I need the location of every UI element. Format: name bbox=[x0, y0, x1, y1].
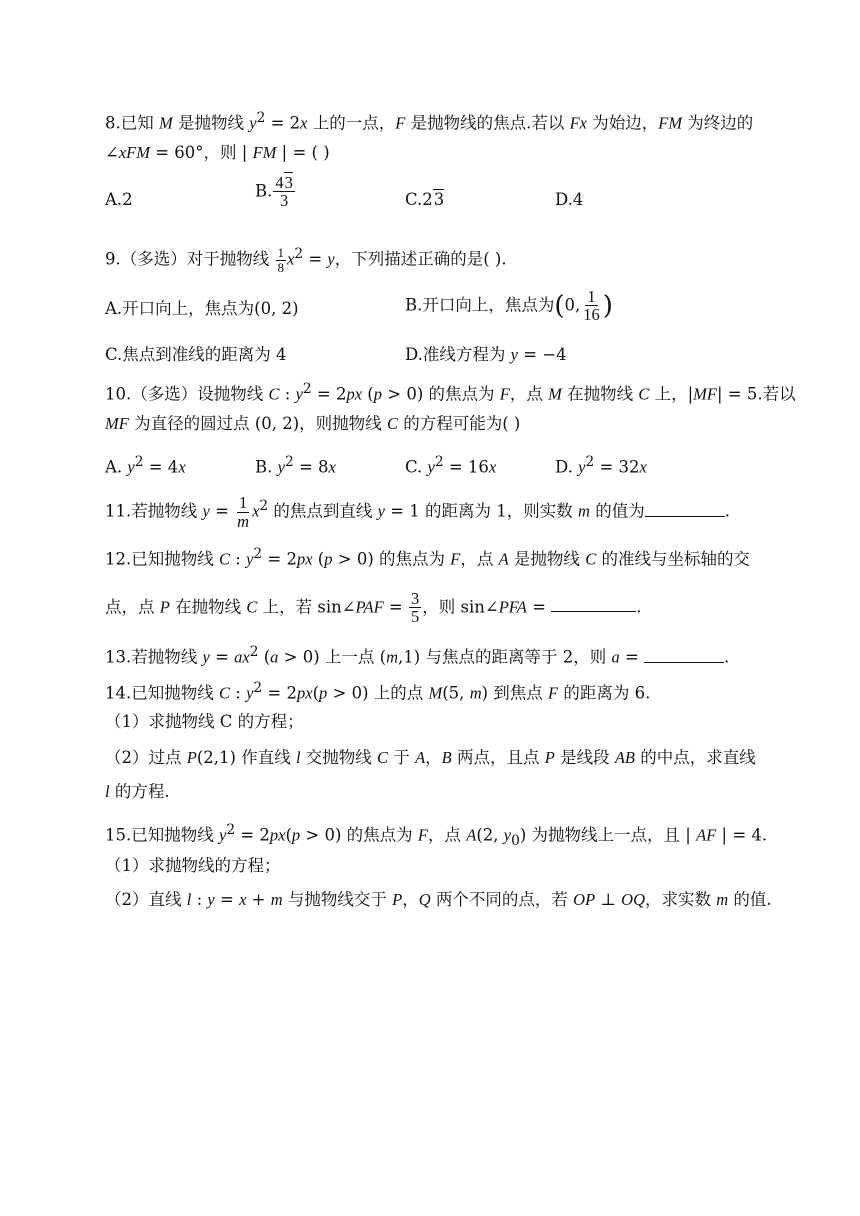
q10-option-a: A. $y^2 = 4x$ bbox=[105, 454, 186, 477]
q10-option-b: B. $y^2 = 8x$ bbox=[255, 454, 336, 477]
q8-option-b: B. $\frac{43}{3}$ bbox=[255, 173, 293, 211]
q12-stem-line2: 点，点 P 在抛物线 C 上，若 sin∠PAF = $\frac{3}{5}$ ，则 sin∠PFA = . bbox=[105, 589, 642, 627]
q9-option-d: D.准线方程为 y = −4 bbox=[405, 345, 567, 364]
q9-stem: 9.（多选）对于抛物线 $\frac{1}{8}$ $x^2 = y$，下列描述正确的是( ). bbox=[105, 244, 507, 275]
q9-option-b: B.开口向上，焦点为(0, $\frac{1}{16}$ ) bbox=[405, 287, 613, 325]
q9-option-c: C.焦点到准线的距离为 4 bbox=[105, 345, 287, 364]
q10-option-d: D. $y^2 = 32x$ bbox=[555, 454, 647, 477]
q8-option-c: C.23 bbox=[405, 190, 445, 209]
q14-part2-line1: （2）过点 P(2,1) 作直线 l 交抛物线 C 于 A，B 两点，且点 P 是线段 AB 的中点，求直线 bbox=[105, 748, 756, 767]
q14-part1: （1）求抛物线 C 的方程； bbox=[105, 712, 304, 731]
q8-option-d: D.4 bbox=[555, 190, 584, 209]
q11-stem: 11.若抛物线 y = $\frac{1}{m}$ $x^2$ 的焦点到直线 y = 1 的距离为 1，则实数 m 的值为 . bbox=[105, 493, 730, 531]
q14-part2-line2: l 的方程. bbox=[105, 782, 170, 801]
q15-part2: （2）直线 l : y = x + m 与抛物线交于 P，Q 两个不同的点，若 OP ⊥ OQ，求实数 m 的值. bbox=[105, 890, 772, 909]
q13-stem: 13.若抛物线 $y = ax^2$ (a > 0) 上一点 (m,1) 与焦点的距离等于 2，则 a = . bbox=[105, 644, 730, 667]
q9-option-a: A.开口向上，焦点为(0, 2) bbox=[105, 299, 299, 318]
q15-part1: （1）求抛物线的方程； bbox=[105, 856, 281, 875]
q8-option-a: A.2 bbox=[105, 190, 133, 209]
q8-stem-line2: ∠xFM = 60°，则 | FM | = ( ) bbox=[105, 143, 330, 162]
q10-stem-line2: MF 为直径的圆过点 (0, 2)，则抛物线 C 的方程可能为( ) bbox=[105, 414, 521, 433]
q10-stem-line1: 10.（多选）设抛物线 C : $y^2 = 2px$ (p > 0) 的焦点为 F，点 M 在抛物线 C 上，|MF| = 5.若以 bbox=[105, 381, 796, 404]
q15-stem: 15.已知抛物线 $y^2 = 2px(p > 0)$ 的焦点为 F，点 A(2, $y_0$) 为抛物线上一点，且 | AF | = 4. bbox=[105, 822, 768, 849]
q8-stem-line1: 8.已知 M 是抛物线 $y^2 = 2x$ 上的一点，F 是抛物线的焦点.若以 Fx 为始边，FM 为终边的 bbox=[105, 110, 754, 133]
q14-stem: 14.已知抛物线 C : $y^2 = 2px(p > 0)$ 上的点 M(5, m) 到焦点 F 的距离为 6. bbox=[105, 680, 651, 703]
q10-option-c: C. $y^2 = 16x$ bbox=[405, 454, 497, 477]
q12-stem-line1: 12.已知抛物线 C : $y^2 = 2px$ (p > 0) 的焦点为 F，点 A 是抛物线 C 的准线与坐标轴的交 bbox=[105, 546, 750, 569]
